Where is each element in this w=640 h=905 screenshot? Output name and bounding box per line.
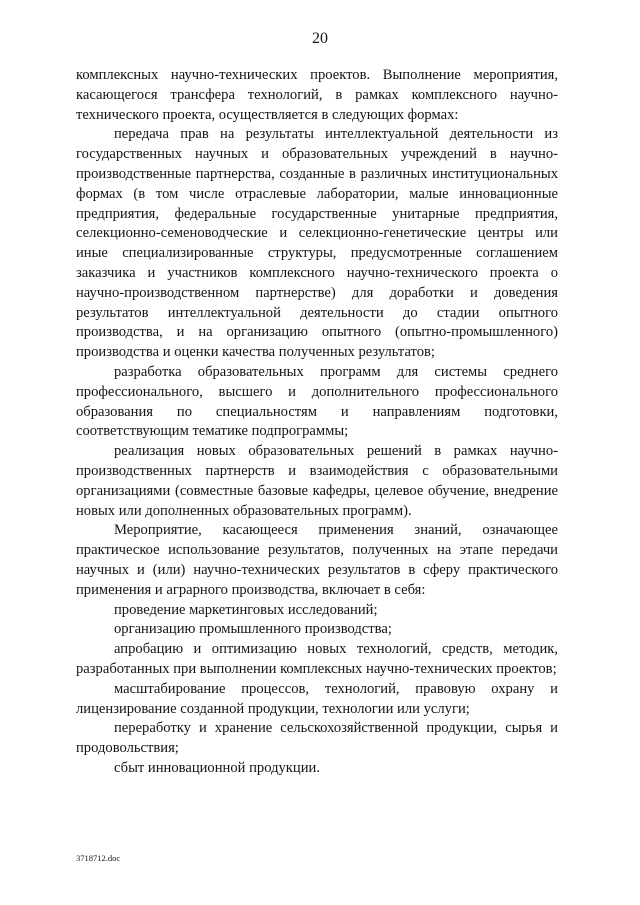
list-item-processing-storage: переработку и хранение сельскохозяйственной продукции, сырья и продовольствия;: [76, 720, 558, 757]
document-file-id: 3718712.doc: [76, 853, 121, 863]
paragraph-knowledge-application: Мероприятие, касающееся применения знаний, означающее практическое использование результатов, полученных на этапе передачи научных и (или) научно-технических результатов в сферу практического применения и аграрного производства, включает в себя:: [76, 522, 558, 598]
list-item-scaling: масштабирование процессов, технологий, правовую охрану и лицензирование созданной продукции, технологии или услуги;: [76, 680, 558, 717]
document-body: [76, 66, 558, 779]
paragraph-educational-solutions: реализация новых образовательных решений в рамках научно-производственных партнерств и взаимодействия с образовательными организациями (совместные базовые кафедры, целевое обучение, внедрение новых или дополненных образовательных программ).: [76, 443, 558, 519]
page-number: 20: [312, 30, 328, 47]
list-item-innovative-sales: сбыт инновационной продукции.: [114, 759, 320, 776]
paragraph-educational-programs: разработка образовательных программ для системы среднего профессионального, высшего и дополнительного профессионального образования по специальностям и направлениям подготовки, соответствующим тематике подпрограммы;: [76, 363, 558, 440]
paragraph-rights-transfer: передача прав на результаты интеллектуальной деятельности из государственных научных и образовательных учреждений в научно-производственные партнерства, созданные в различных институциональных формах (в том числе отраслевые лаборатории, малые инновационные предприятия, федеральные государственные унитарные предприятия, селекционно-семеноводческие и селекционно-генетические центры или иные специализированные структуры, предусмотренные соглашением заказчика и участников комплексного научно-технического проекта о научно-производственном партнерстве) для доработки и доведения результатов интеллектуальной деятельности до стадии опытного производства, и на организацию опытного (опытно-промышленного) производства и оценки качества полученных результатов;: [76, 126, 558, 361]
list-item-industrial-production: организацию промышленного производства;: [114, 621, 392, 638]
list-item-marketing-research: проведение маркетинговых исследований;: [114, 601, 378, 618]
list-item-technology-testing: апробацию и оптимизацию новых технологий, средств, методик, разработанных при выполнении комплексных научно-технических проектов;: [76, 641, 558, 677]
paragraph-continuation: комплексных научно-технических проектов. Выполнение мероприятия, касающегося трансфера технологий, в рамках комплексного научно-технического проекта, осуществляется в следующих формах:: [76, 67, 558, 123]
